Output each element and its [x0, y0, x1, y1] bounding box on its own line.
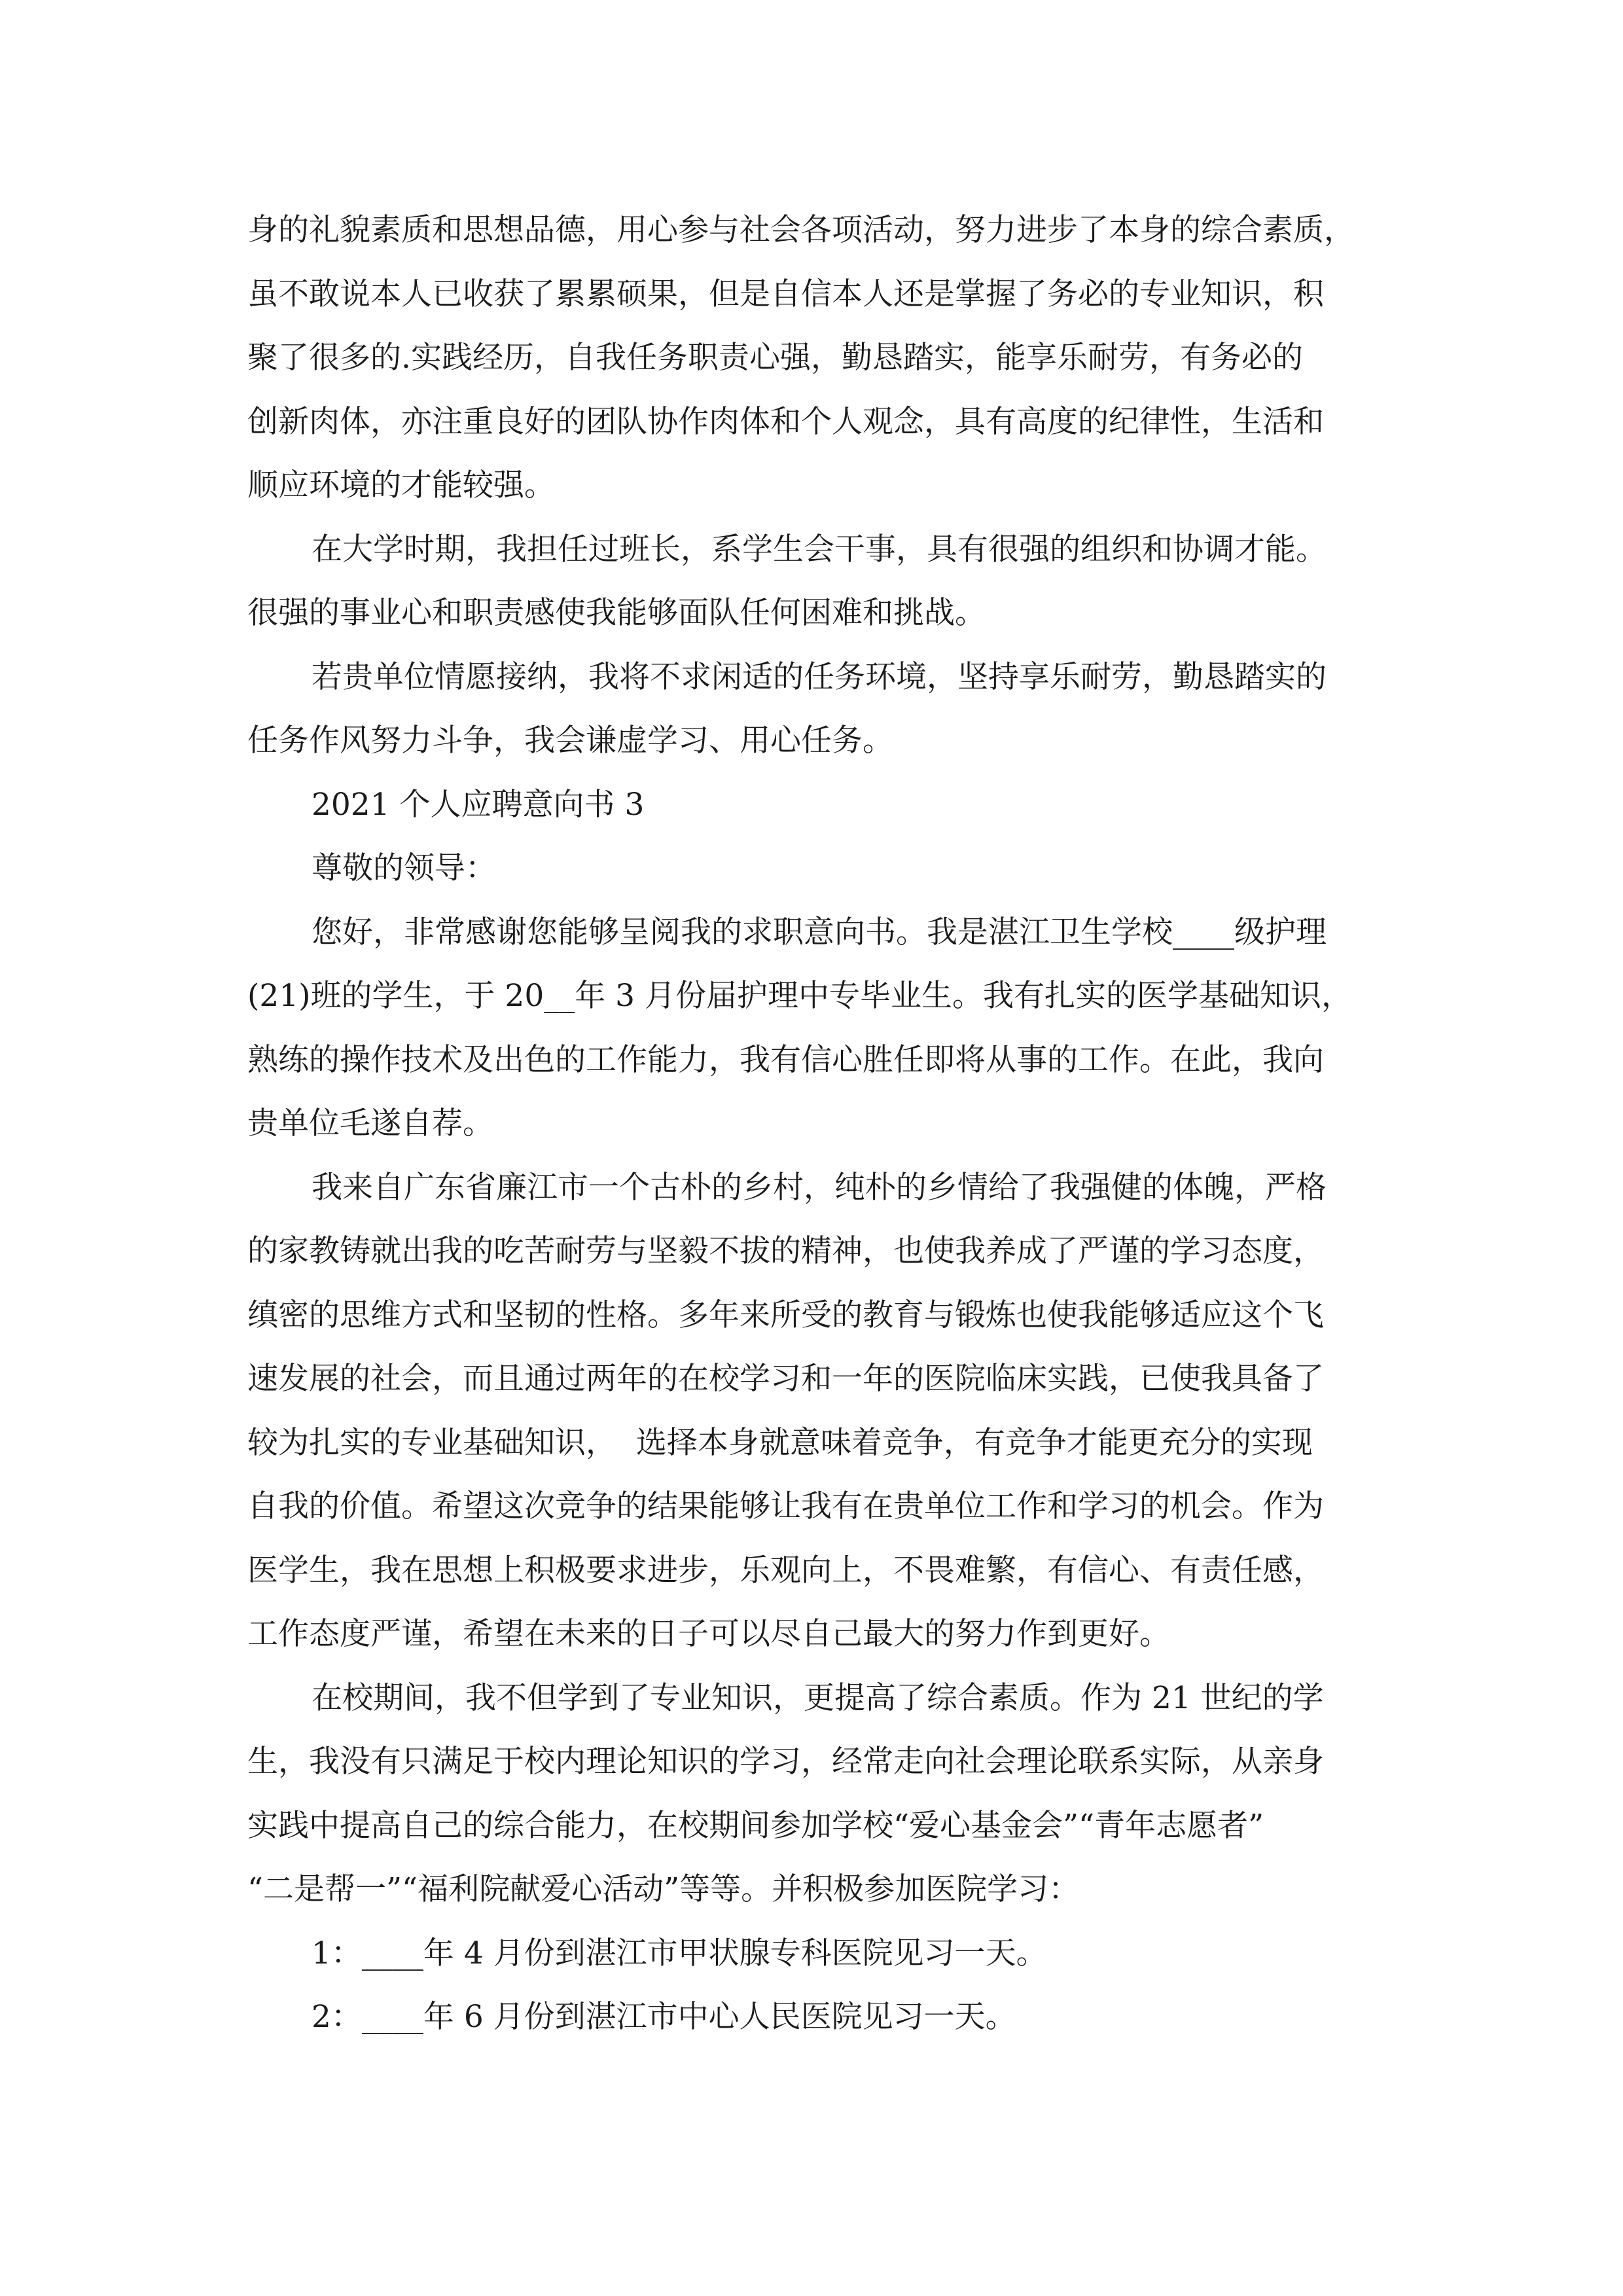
text-line: 尊敬的领导：	[312, 850, 496, 886]
text-line: 在校期间，我不但学到了专业知识，更提高了综合素质。作为 21 世纪的学	[312, 1679, 1324, 1716]
text-line: 很强的事业心和职责感使我能够面队任何困难和挑战。	[247, 595, 986, 631]
text-line: 1：____年 4 月份到湛江市甲状腺专科医院见习一天。	[312, 1935, 1047, 1971]
text-line: 工作态度严谨，希望在未来的日子可以尽自己最大的努力作到更好。	[247, 1616, 1170, 1652]
text-line: 贵单位毛遂自荐。	[247, 1105, 493, 1141]
text-line: 虽不敢说本人已收获了累累硕果，但是自信本人还是掌握了务必的专业知识，积	[247, 276, 1324, 312]
text-line: 熟练的操作技术及出色的工作能力，我有信心胜任即将从事的工作。在此，我向	[247, 1041, 1324, 1078]
text-line: 聚了很多的.实践经历，自我任务职责心强，勤恳踏实，能享乐耐劳，有务必的	[247, 340, 1303, 376]
text-line: 实践中提高自己的综合能力，在校期间参加学校“爱心基金会”“青年志愿者”	[247, 1807, 1264, 1844]
text-line: 身的礼貌素质和思想品德，用心参与社会各项活动，努力进步了本身的综合素质，	[247, 212, 1355, 248]
text-line: 的家教铸就出我的吃苦耐劳与坚毅不拔的精神，也使我养成了严谨的学习态度，	[247, 1233, 1324, 1269]
text-line: 在大学时期，我担任过班长，系学生会干事，具有很强的组织和协调才能。	[312, 531, 1327, 567]
text-line: 2：____年 6 月份到湛江市中心人民医院见习一天。	[312, 1999, 1016, 2035]
text-line: 医学生，我在思想上积极要求进步，乐观向上，不畏难繁，有信心、有责任感，	[247, 1552, 1324, 1588]
text-line: 自我的价值。希望这次竞争的结果能够让我有在贵单位工作和学习的机会。作为	[247, 1488, 1324, 1524]
text-line: “二是帮一”“福利院献爱心活动”等等。并积极参加医院学习：	[247, 1871, 1080, 1907]
text-line: 创新肉体，亦注重良好的团队协作肉体和个人观念，具有高度的纪律性，生活和	[247, 403, 1324, 440]
text-line: 顺应环境的才能较强。	[247, 467, 555, 503]
text-line: 生，我没有只满足于校内理论知识的学习，经常走向社会理论联系实际，从亲身	[247, 1744, 1324, 1780]
text-line: 较为扎实的专业基础知识， 选择本身就意味着竞争，有竞争才能更充分的实现	[247, 1424, 1313, 1461]
text-line: 速发展的社会，而且通过两年的在校学习和一年的医院临床实践，已使我具备了	[247, 1361, 1324, 1397]
document-body	[247, 198, 1380, 2049]
text-line: 缜密的思维方式和坚韧的性格。多年来所受的教育与锻炼也使我能够适应这个飞	[247, 1297, 1324, 1333]
text-line: 您好，非常感谢您能够呈阅我的求职意向书。我是湛江卫生学校____级护理	[312, 914, 1327, 950]
text-line: 任务作风努力斗争，我会谦虚学习、用心任务。	[247, 723, 893, 759]
text-line: 我来自广东省廉江市一个古朴的乡村，纯朴的乡情给了我强健的体魄，严格	[312, 1169, 1327, 1206]
text-line: (21)班的学生，于 20__年 3 月份届护理中专毕业生。我有扎实的医学基础知识，	[247, 978, 1353, 1014]
text-line: 2021 个人应聘意向书 3	[312, 786, 645, 823]
text-line: 若贵单位情愿接纳，我将不求闲适的任务环境，坚持享乐耐劳，勤恳踏实的	[312, 658, 1327, 695]
